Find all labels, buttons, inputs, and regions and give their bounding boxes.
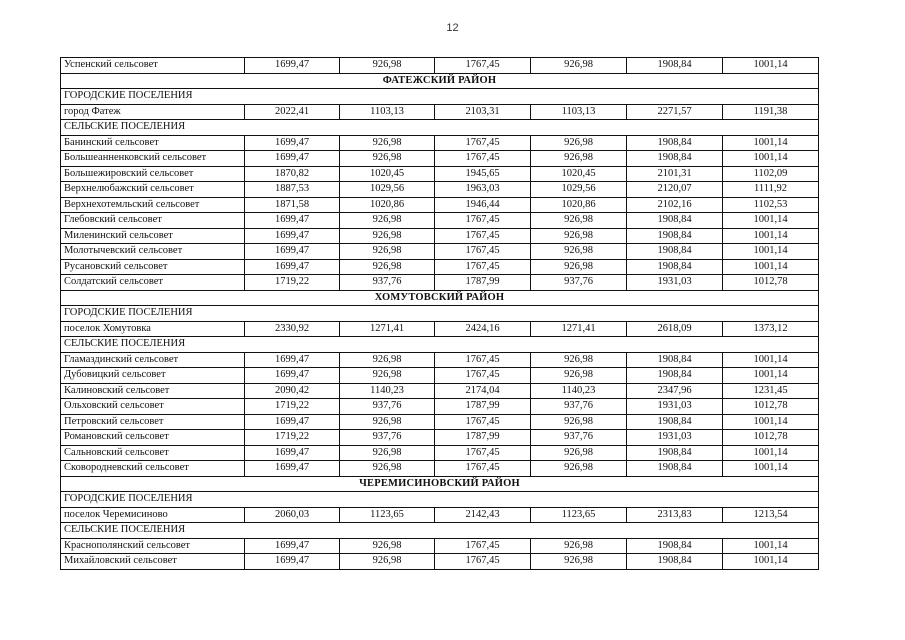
tariff-value: 926,98 <box>340 213 435 229</box>
tariff-value: 926,98 <box>340 244 435 260</box>
settlement-name: Русановский сельсовет <box>61 259 245 275</box>
tariff-value: 1012,78 <box>723 275 819 291</box>
tariff-value: 1699,47 <box>245 213 340 229</box>
tariff-value: 926,98 <box>340 259 435 275</box>
tariff-value: 926,98 <box>531 228 627 244</box>
tariff-value: 1231,45 <box>723 383 819 399</box>
tariff-value: 1001,14 <box>723 414 819 430</box>
table-row <box>61 244 819 260</box>
settlement-group-label: СЕЛЬСКИЕ ПОСЕЛЕНИЯ <box>61 120 819 136</box>
tariff-value: 1699,47 <box>245 368 340 384</box>
tariff-value: 926,98 <box>340 368 435 384</box>
settlement-name: Молотычевский сельсовет <box>61 244 245 260</box>
settlement-name: Банинский сельсовет <box>61 135 245 151</box>
settlement-name: Глебовский сельсовет <box>61 213 245 229</box>
tariff-value: 1908,84 <box>627 244 723 260</box>
tariff-value: 1908,84 <box>627 445 723 461</box>
tariff-value: 1699,47 <box>245 461 340 477</box>
tariff-value: 1001,14 <box>723 58 819 74</box>
tariff-value: 1123,65 <box>340 507 435 523</box>
tariff-value: 1908,84 <box>627 213 723 229</box>
tariff-value: 926,98 <box>340 461 435 477</box>
tariff-value: 926,98 <box>531 445 627 461</box>
settlement-name: Ольховский сельсовет <box>61 399 245 415</box>
table-row <box>61 213 819 229</box>
tariff-value: 1908,84 <box>627 368 723 384</box>
tariff-value: 926,98 <box>340 554 435 570</box>
tariff-value: 1767,45 <box>435 151 531 167</box>
tariff-value: 1699,47 <box>245 352 340 368</box>
tariff-value: 926,98 <box>340 445 435 461</box>
tariff-value: 1908,84 <box>627 538 723 554</box>
settlement-name: Романовский сельсовет <box>61 430 245 446</box>
district-name: ЧЕРЕМИСИНОВСКИЙ РАЙОН <box>61 476 819 492</box>
settlement-group-label: ГОРОДСКИЕ ПОСЕЛЕНИЯ <box>61 89 819 105</box>
settlement-name: Сальновский сельсовет <box>61 445 245 461</box>
table-row <box>61 182 819 198</box>
settlement-name: Калиновский сельсовет <box>61 383 245 399</box>
tariff-value: 1699,47 <box>245 259 340 275</box>
tariff-value: 1012,78 <box>723 430 819 446</box>
tariff-value: 937,76 <box>340 399 435 415</box>
tariff-value: 2174,04 <box>435 383 531 399</box>
settlement-name: Верхнехотемльский сельсовет <box>61 197 245 213</box>
tariff-value: 1001,14 <box>723 554 819 570</box>
tariff-value: 1767,45 <box>435 228 531 244</box>
tariff-value: 2022,41 <box>245 104 340 120</box>
district-header-row <box>61 476 819 492</box>
tariff-value: 1908,84 <box>627 414 723 430</box>
tariff-value: 1001,14 <box>723 352 819 368</box>
tariff-value: 1767,45 <box>435 244 531 260</box>
tariff-value: 926,98 <box>531 135 627 151</box>
tariff-value: 1870,82 <box>245 166 340 182</box>
tariff-value: 1111,92 <box>723 182 819 198</box>
tariff-value: 1767,45 <box>435 352 531 368</box>
table-row <box>61 538 819 554</box>
settlement-name: Дубовицкий сельсовет <box>61 368 245 384</box>
tariff-value: 2120,07 <box>627 182 723 198</box>
table-row <box>61 58 819 74</box>
settlement-name: город Фатеж <box>61 104 245 120</box>
tariff-value: 1787,99 <box>435 275 531 291</box>
tariff-value: 1001,14 <box>723 228 819 244</box>
tariff-value: 926,98 <box>531 244 627 260</box>
tariff-value: 1020,45 <box>531 166 627 182</box>
table-row <box>61 321 819 337</box>
tariff-value: 1767,45 <box>435 538 531 554</box>
tariff-value: 1123,65 <box>531 507 627 523</box>
tariff-value: 937,76 <box>531 275 627 291</box>
tariff-value: 1946,44 <box>435 197 531 213</box>
tariff-value: 1001,14 <box>723 213 819 229</box>
tariff-value: 1699,47 <box>245 135 340 151</box>
tariff-value: 1001,14 <box>723 368 819 384</box>
tariff-value: 1767,45 <box>435 445 531 461</box>
tariff-value: 926,98 <box>531 461 627 477</box>
tariff-value: 1699,47 <box>245 228 340 244</box>
tariff-value: 1191,38 <box>723 104 819 120</box>
tariff-value: 1020,45 <box>340 166 435 182</box>
tariff-value: 926,98 <box>340 414 435 430</box>
tariff-value: 1140,23 <box>340 383 435 399</box>
tariff-value: 2102,16 <box>627 197 723 213</box>
settlement-name: Большеанненковский сельсовет <box>61 151 245 167</box>
group-header-row <box>61 523 819 539</box>
tariff-value: 1767,45 <box>435 135 531 151</box>
tariff-value: 2271,57 <box>627 104 723 120</box>
settlement-group-label: ГОРОДСКИЕ ПОСЕЛЕНИЯ <box>61 492 819 508</box>
settlement-name: поселок Черемисиново <box>61 507 245 523</box>
district-name: ХОМУТОВСКИЙ РАЙОН <box>61 290 819 306</box>
settlement-name: Сковородневский сельсовет <box>61 461 245 477</box>
tariff-value: 1767,45 <box>435 213 531 229</box>
tariff-value: 2101,31 <box>627 166 723 182</box>
tariff-value: 2618,09 <box>627 321 723 337</box>
table-row <box>61 414 819 430</box>
tariff-value: 1887,53 <box>245 182 340 198</box>
group-header-row <box>61 306 819 322</box>
tariff-value: 1213,54 <box>723 507 819 523</box>
table-row <box>61 104 819 120</box>
tariff-value: 926,98 <box>531 352 627 368</box>
settlement-name: Миленинский сельсовет <box>61 228 245 244</box>
tariff-value: 1719,22 <box>245 275 340 291</box>
tariff-value: 1908,84 <box>627 228 723 244</box>
tariff-value: 1908,84 <box>627 352 723 368</box>
tariff-value: 1699,47 <box>245 244 340 260</box>
tariff-value: 1373,12 <box>723 321 819 337</box>
tariff-value: 1931,03 <box>627 430 723 446</box>
table-row <box>61 275 819 291</box>
tariff-value: 926,98 <box>531 213 627 229</box>
tariff-value: 1020,86 <box>531 197 627 213</box>
tariff-value: 1012,78 <box>723 399 819 415</box>
tariff-value: 1102,09 <box>723 166 819 182</box>
tariff-value: 1001,14 <box>723 461 819 477</box>
table-row <box>61 554 819 570</box>
tariff-value: 1908,84 <box>627 259 723 275</box>
district-header-row <box>61 73 819 89</box>
tariff-value: 1699,47 <box>245 445 340 461</box>
tariff-value: 1001,14 <box>723 135 819 151</box>
tariff-value: 1908,84 <box>627 151 723 167</box>
tariff-value: 1029,56 <box>531 182 627 198</box>
tariff-value: 1103,13 <box>340 104 435 120</box>
tariff-value: 1945,65 <box>435 166 531 182</box>
tariff-value: 1719,22 <box>245 430 340 446</box>
group-header-row <box>61 120 819 136</box>
tariff-value: 1103,13 <box>531 104 627 120</box>
settlement-name: Петровский сельсовет <box>61 414 245 430</box>
table-row <box>61 151 819 167</box>
tariff-value: 1140,23 <box>531 383 627 399</box>
tariff-value: 2103,31 <box>435 104 531 120</box>
table-row <box>61 507 819 523</box>
tariff-value: 1001,14 <box>723 445 819 461</box>
table-row <box>61 352 819 368</box>
settlement-name: Гламаздинский сельсовет <box>61 352 245 368</box>
settlement-name: Михайловский сельсовет <box>61 554 245 570</box>
tariff-value: 1767,45 <box>435 414 531 430</box>
table-row <box>61 430 819 446</box>
settlement-group-label: СЕЛЬСКИЕ ПОСЕЛЕНИЯ <box>61 337 819 353</box>
district-name: ФАТЕЖСКИЙ РАЙОН <box>61 73 819 89</box>
table-row <box>61 135 819 151</box>
tariff-value: 926,98 <box>531 259 627 275</box>
tariff-value: 2142,43 <box>435 507 531 523</box>
tariff-value: 1871,58 <box>245 197 340 213</box>
tariff-value: 1699,47 <box>245 538 340 554</box>
tariff-value: 937,76 <box>531 399 627 415</box>
table-row <box>61 197 819 213</box>
tariff-value: 926,98 <box>340 352 435 368</box>
tariff-value: 2060,03 <box>245 507 340 523</box>
tariff-value: 926,98 <box>340 151 435 167</box>
tariff-value: 1787,99 <box>435 399 531 415</box>
page-number: 12 <box>446 22 459 34</box>
tariff-value: 1908,84 <box>627 554 723 570</box>
tariff-value: 926,98 <box>531 414 627 430</box>
tariff-value: 1787,99 <box>435 430 531 446</box>
settlement-name: Большежировский сельсовет <box>61 166 245 182</box>
group-header-row <box>61 89 819 105</box>
settlement-name: Краснополянский сельсовет <box>61 538 245 554</box>
tariff-value: 1699,47 <box>245 554 340 570</box>
table-row <box>61 259 819 275</box>
tariff-value: 1767,45 <box>435 259 531 275</box>
tariff-value: 2347,96 <box>627 383 723 399</box>
tariff-table-body <box>61 58 819 570</box>
tariff-value: 1908,84 <box>627 135 723 151</box>
table-row <box>61 228 819 244</box>
tariff-value: 1001,14 <box>723 151 819 167</box>
tariff-value: 1271,41 <box>340 321 435 337</box>
tariff-value: 937,76 <box>531 430 627 446</box>
tariff-value: 926,98 <box>340 538 435 554</box>
settlement-group-label: ГОРОДСКИЕ ПОСЕЛЕНИЯ <box>61 306 819 322</box>
table-row <box>61 445 819 461</box>
tariff-value: 1020,86 <box>340 197 435 213</box>
tariff-value: 1001,14 <box>723 244 819 260</box>
settlement-name: поселок Хомутовка <box>61 321 245 337</box>
table-row <box>61 166 819 182</box>
tariff-value: 926,98 <box>531 538 627 554</box>
tariff-value: 1931,03 <box>627 399 723 415</box>
tariff-value: 1699,47 <box>245 58 340 74</box>
tariff-value: 2313,83 <box>627 507 723 523</box>
tariff-value: 1271,41 <box>531 321 627 337</box>
tariff-value: 1029,56 <box>340 182 435 198</box>
tariff-value: 926,98 <box>531 151 627 167</box>
settlement-group-label: СЕЛЬСКИЕ ПОСЕЛЕНИЯ <box>61 523 819 539</box>
tariff-value: 1767,45 <box>435 554 531 570</box>
tariff-value: 1767,45 <box>435 368 531 384</box>
tariff-value: 1963,03 <box>435 182 531 198</box>
tariff-value: 2090,42 <box>245 383 340 399</box>
tariff-value: 926,98 <box>340 228 435 244</box>
tariff-value: 1767,45 <box>435 461 531 477</box>
table-row <box>61 383 819 399</box>
table-row <box>61 368 819 384</box>
tariff-value: 926,98 <box>340 135 435 151</box>
tariff-value: 1102,53 <box>723 197 819 213</box>
settlement-name: Верхнелюбажский сельсовет <box>61 182 245 198</box>
tariff-table <box>60 57 819 570</box>
tariff-value: 926,98 <box>531 554 627 570</box>
tariff-value: 1719,22 <box>245 399 340 415</box>
tariff-value: 1908,84 <box>627 58 723 74</box>
tariff-value: 2330,92 <box>245 321 340 337</box>
settlement-name: Солдатский сельсовет <box>61 275 245 291</box>
tariff-value: 1767,45 <box>435 58 531 74</box>
tariff-value: 926,98 <box>531 368 627 384</box>
tariff-value: 2424,16 <box>435 321 531 337</box>
tariff-value: 926,98 <box>531 58 627 74</box>
tariff-value: 1001,14 <box>723 538 819 554</box>
tariff-value: 1699,47 <box>245 414 340 430</box>
tariff-value: 937,76 <box>340 275 435 291</box>
group-header-row <box>61 492 819 508</box>
tariff-value: 1699,47 <box>245 151 340 167</box>
tariff-value: 1931,03 <box>627 275 723 291</box>
tariff-value: 926,98 <box>340 58 435 74</box>
tariff-value: 1908,84 <box>627 461 723 477</box>
table-row <box>61 399 819 415</box>
settlement-name: Успенский сельсовет <box>61 58 245 74</box>
group-header-row <box>61 337 819 353</box>
district-header-row <box>61 290 819 306</box>
table-row <box>61 461 819 477</box>
tariff-value: 1001,14 <box>723 259 819 275</box>
tariff-value: 937,76 <box>340 430 435 446</box>
